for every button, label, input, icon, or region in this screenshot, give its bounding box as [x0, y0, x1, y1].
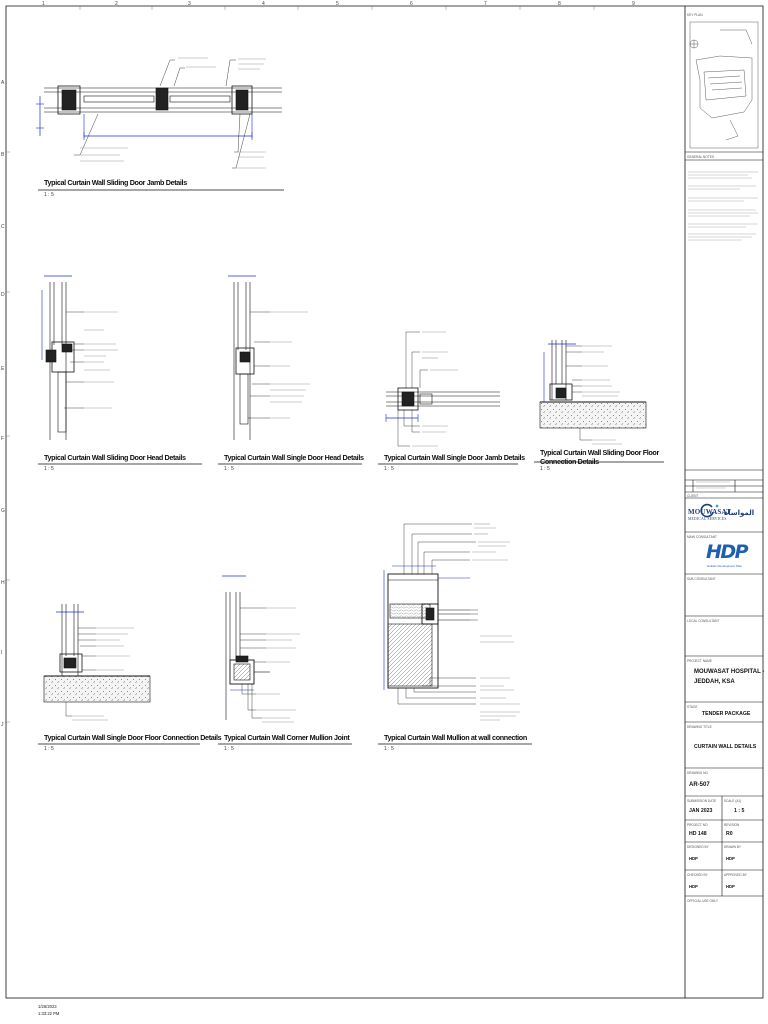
grid-letter: G — [1, 508, 5, 514]
consultant-label: MAIN CONSULTANT — [687, 535, 717, 539]
approved-by: HDP — [726, 884, 735, 889]
detail-scale: 1 : 5 — [540, 466, 550, 472]
detail-title: Typical Curtain Wall Corner Mullion Joint — [224, 733, 350, 742]
detail-title: Typical Curtain Wall Single Door Floor Connection Details — [44, 733, 222, 742]
grid-number: 8 — [558, 1, 561, 7]
checked-by: HDP — [689, 884, 698, 889]
grid-letter: H — [1, 580, 5, 586]
detail-title: Typical Curtain Wall Mullion at wall connection — [384, 733, 527, 742]
detail-scale: 1 : 5 — [224, 746, 234, 752]
drawing-no: AR-507 — [689, 782, 710, 788]
detail-mullion-wall — [384, 524, 520, 720]
detail-title: Typical Curtain Wall Sliding Door Jamb Details — [44, 178, 187, 187]
project-name-label: PROJECT NAME — [687, 659, 712, 663]
key-plan-sketch — [690, 22, 758, 148]
key-plan-label: KEY PLAN — [687, 13, 703, 17]
grid-letter: E — [1, 366, 5, 372]
stage-label: STAGE — [687, 705, 698, 709]
drawn-by-label: DRAWN BY — [724, 845, 742, 849]
detail-single-door-floor — [44, 604, 150, 720]
hdp-sub: Holistic Development Plan — [707, 564, 743, 568]
detail-title: Typical Curtain Wall Single Door Head Details — [224, 453, 364, 462]
scale-label: SCALE (A1) — [724, 799, 742, 803]
client-sub: MEDICAL SERVICES — [688, 517, 727, 521]
grid-number: 2 — [115, 1, 118, 7]
project-no: HD 148 — [689, 831, 707, 837]
grid-letter: C — [1, 224, 5, 230]
grid-number: 6 — [410, 1, 413, 7]
detail-sliding-door-head — [42, 276, 118, 440]
detail-sliding-door-jamb — [36, 58, 282, 168]
general-notes-label: GENERAL NOTES — [687, 155, 714, 159]
grid-number: 3 — [188, 1, 191, 7]
detail-single-door-head — [228, 276, 310, 440]
detail-scale: 1 : 5 — [44, 466, 54, 472]
detail-scale: 1 : 5 — [384, 746, 394, 752]
checked-by-label: CHECKED BY — [687, 873, 708, 877]
grid-letter: B — [1, 152, 5, 158]
grid-number: 9 — [632, 1, 635, 7]
grid-number: 1 — [42, 1, 45, 7]
grid-letter: F — [1, 436, 5, 442]
official-use-label: OFFICIAL USE ONLY — [687, 899, 718, 903]
detail-scale: 1 : 5 — [224, 466, 234, 472]
client-label: CLIENT — [687, 494, 699, 498]
project-no-label: PROJECT NO. — [687, 823, 709, 827]
grid-number: 4 — [262, 1, 265, 7]
print-date: 1/26/2023 — [38, 1004, 57, 1009]
detail-scale: 1 : 5 — [44, 192, 54, 198]
detail-corner-mullion — [222, 576, 300, 722]
grid-letter: I — [1, 650, 3, 656]
designed-by-label: DESIGNED BY — [687, 845, 709, 849]
scale-value: 1 : 5 — [734, 808, 745, 814]
client-arabic-name: المواساة — [724, 509, 755, 517]
project-name-line2: JEDDAH, KSA — [694, 679, 735, 685]
drawing-title: CURTAIN WALL DETAILS — [694, 744, 757, 750]
drawing-title-label: DRAWING TITLE — [687, 725, 712, 729]
detail-title: Typical Curtain Wall Single Door Jamb Details — [384, 453, 525, 462]
local-consultant-label: LOCAL CONSULTANT — [687, 619, 720, 623]
detail-title: Typical Curtain Wall Sliding Door Floor Connection Details — [540, 448, 659, 466]
approved-by-label: APPROVED BY — [724, 873, 747, 877]
project-name-line1: MOUWASAT HOSPITAL - — [694, 669, 765, 675]
drawing-no-label: DRAWING NO. — [687, 771, 709, 775]
detail-sliding-door-floor — [540, 340, 646, 444]
grid-number: 7 — [484, 1, 487, 7]
grid-letter: D — [1, 292, 5, 298]
drawn-by: HDP — [726, 856, 735, 861]
revision: R0 — [726, 831, 733, 837]
detail-title: Typical Curtain Wall Sliding Door Head Details — [44, 453, 186, 462]
stage-value: TENDER PACKAGE — [702, 711, 751, 717]
grid-number: 5 — [336, 1, 339, 7]
date-value: JAN 2023 — [689, 808, 713, 814]
sub-consultant-label: SUB CONSULTANT — [687, 577, 716, 581]
date-label: SUBMISSION DATE — [687, 799, 717, 803]
designed-by: HDP — [689, 856, 698, 861]
hdp-logo: HDP — [706, 541, 748, 563]
detail-scale: 1 : 5 — [384, 466, 394, 472]
print-time: 1:33:22 PM — [38, 1011, 60, 1016]
detail-single-door-jamb — [386, 332, 500, 446]
client-name: MOUWASAT — [688, 508, 732, 516]
grid-letter: J — [1, 722, 4, 728]
revision-label: REVISION — [724, 823, 740, 827]
grid-letter: A — [1, 80, 5, 86]
detail-scale: 1 : 5 — [44, 746, 54, 752]
